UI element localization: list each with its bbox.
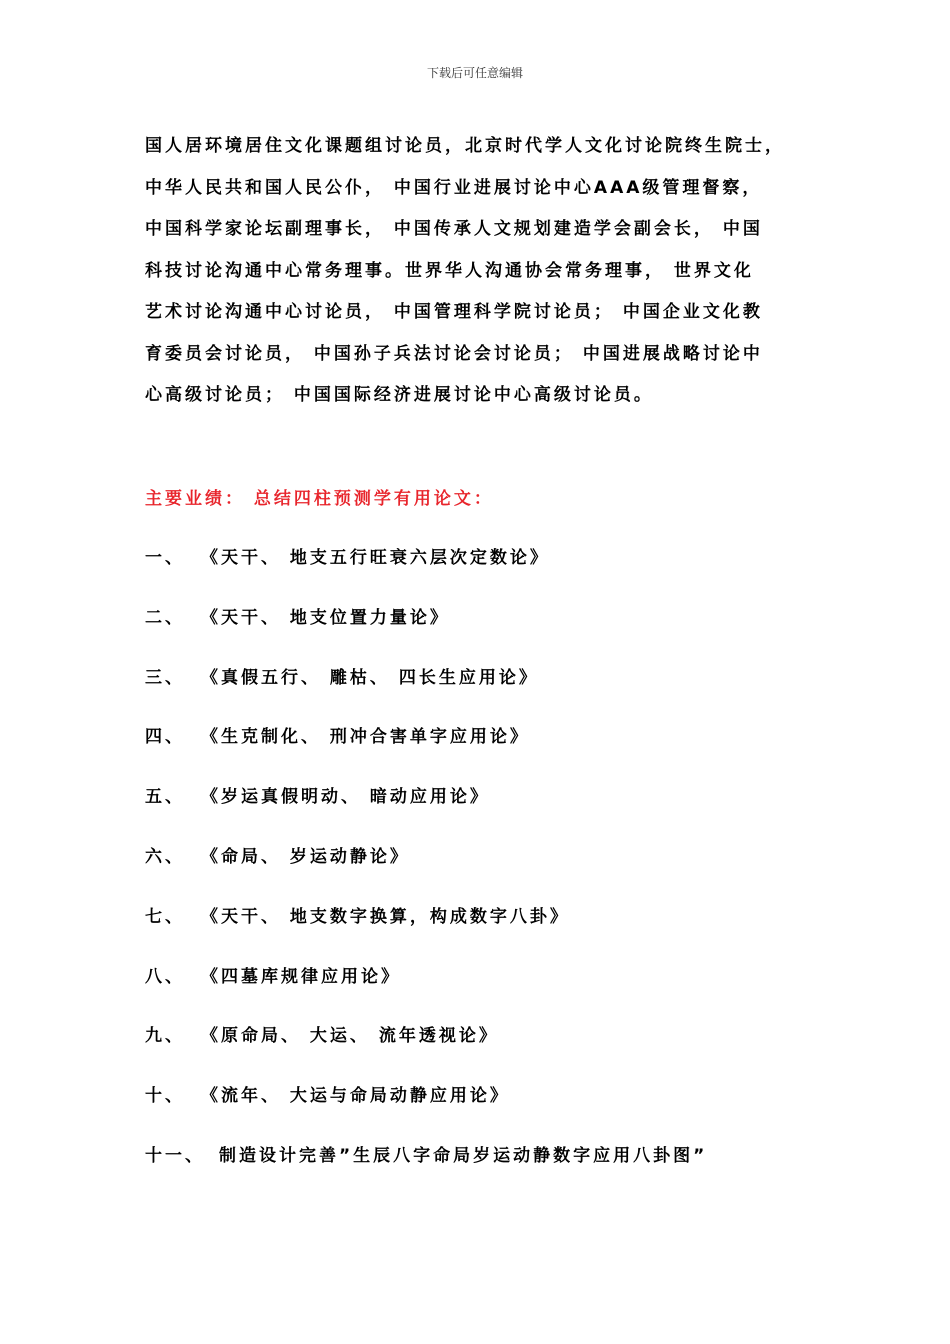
list-item — [145, 1021, 845, 1081]
bio-paragraph — [145, 126, 825, 417]
list-item — [145, 543, 845, 603]
list-item — [145, 663, 845, 723]
list-item — [145, 722, 845, 782]
list-item — [145, 603, 845, 663]
item-number: 三、 — [145, 667, 185, 688]
item-number: 十一、 — [145, 1145, 205, 1166]
item-number: 七、 — [145, 906, 185, 927]
item-number: 六、 — [145, 846, 185, 867]
bio-line: 国人居环境居住文化课题组讨论员，北京时代学人文化讨论院终生院士， — [145, 136, 785, 156]
item-title: 《真假五行、 雕枯、 四长生应用论》 — [201, 667, 539, 688]
bio-line: 艺术讨论沟通中心讨论员， 中国管理科学院讨论员； 中国企业文化教 — [145, 302, 763, 322]
bio-line: 育委员会讨论员， 中国孙子兵法讨论会讨论员； 中国进展战略讨论中 — [145, 343, 763, 364]
page-header: 下载后可任意编辑 — [426, 66, 523, 80]
bio-line: 科技讨论沟通中心常务理事。世界华人沟通协会常务理事， 世界文化 — [145, 260, 754, 281]
list-item — [145, 782, 845, 842]
list-item — [145, 962, 845, 1022]
item-title: 《天干、 地支数字换算，构成数字八卦》 — [201, 906, 570, 927]
list-item — [145, 1141, 845, 1201]
item-number: 二、 — [145, 607, 185, 628]
item-number: 八、 — [145, 966, 185, 987]
item-title: 《生克制化、 刑冲合害单字应用论》 — [201, 727, 530, 748]
item-title: 《原命局、 大运、 流年透视论》 — [201, 1026, 499, 1047]
item-title: 《流年、 大运与命局动静应用论》 — [201, 1086, 510, 1107]
bio-line: 中华人民共和国人民公仆， 中国行业进展讨论中心AAA级管理督察， — [145, 177, 763, 198]
list-item — [145, 842, 845, 902]
item-title: 制造设计完善”生辰八字命局岁运动静数字应用八卦图” — [219, 1145, 708, 1166]
item-number: 五、 — [145, 787, 185, 808]
item-number: 十、 — [145, 1086, 185, 1107]
item-title: 《天干、 地支位置力量论》 — [201, 607, 450, 628]
item-number: 一、 — [145, 548, 185, 568]
list-item — [145, 902, 845, 962]
bio-line: 心高级讨论员； 中国国际经济进展讨论中心高级讨论员。 — [145, 385, 654, 405]
item-number: 四、 — [145, 727, 185, 748]
section-title: 主要业绩： 总结四柱预测学有用论文： — [145, 489, 494, 509]
paper-list — [145, 543, 845, 1201]
item-title: 《岁运真假明动、 暗动应用论》 — [201, 787, 490, 808]
list-item — [145, 1081, 845, 1141]
bio-line: 中国科学家论坛副理事长， 中国传承人文规划建造学会副会长， 中国 — [145, 219, 763, 239]
item-title: 《四墓库规律应用论》 — [201, 966, 401, 987]
item-title: 《天干、 地支五行旺衰六层次定数论》 — [201, 548, 550, 568]
item-number: 九、 — [145, 1026, 185, 1047]
item-title: 《命局、 岁运动静论》 — [201, 846, 410, 867]
